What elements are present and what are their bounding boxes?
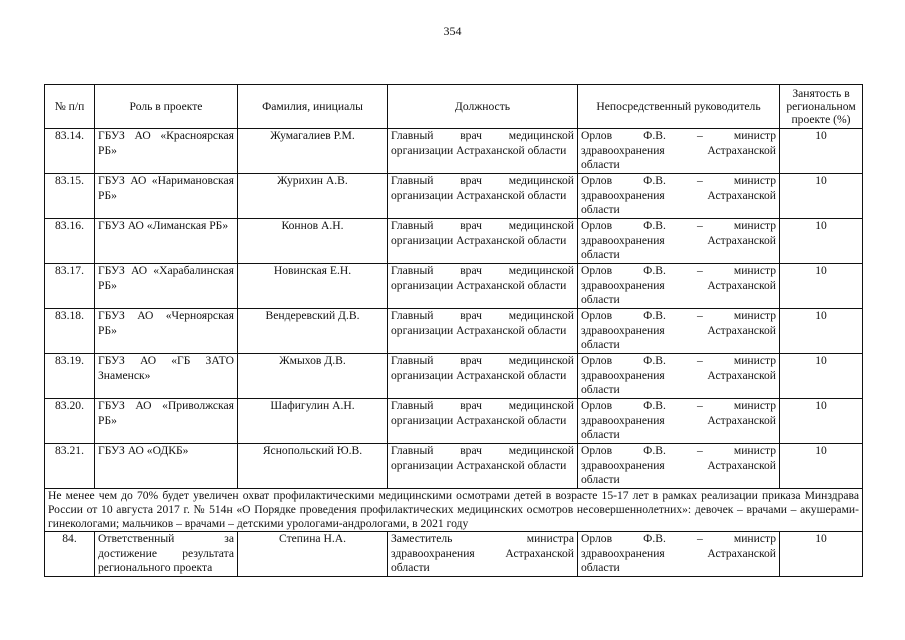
row-position: Главный врач медицинской организации Астраханской области	[388, 174, 578, 219]
header-num: № п/п	[45, 85, 95, 129]
row-employment: 10	[780, 174, 863, 219]
row-position: Главный врач медицинской организации Астраханской области	[388, 219, 578, 264]
row-name: Коннов А.Н.	[238, 219, 388, 264]
row-name: Жумагалиев Р.М.	[238, 129, 388, 174]
row-number: 83.18.	[45, 309, 95, 354]
row-name: Степина Н.А.	[238, 532, 388, 577]
table-row	[45, 444, 863, 489]
row-employment: 10	[780, 354, 863, 399]
row-position: Главный врач медицинской организации Астраханской области	[388, 399, 578, 444]
row-position: Главный врач медицинской организации Астраханской области	[388, 264, 578, 309]
row-supervisor: Орлов Ф.В. – министр здравоохранения Астраханской области	[578, 174, 780, 219]
row-role: ГБУЗ АО «Черноярская РБ»	[95, 309, 238, 354]
row-employment: 10	[780, 309, 863, 354]
row-role: ГБУЗ АО «Харабалинская РБ»	[95, 264, 238, 309]
table-row	[45, 219, 863, 264]
row-role: ГБУЗ АО «Красноярская РБ»	[95, 129, 238, 174]
row-position: Главный врач медицинской организации Астраханской области	[388, 444, 578, 489]
table-row	[45, 399, 863, 444]
row-number: 83.15.	[45, 174, 95, 219]
header-role: Роль в проекте	[95, 85, 238, 129]
row-role: Ответственный за достижение результата регионального проекта	[95, 532, 238, 577]
row-name: Яснопольский Ю.В.	[238, 444, 388, 489]
row-name: Жмыхов Д.В.	[238, 354, 388, 399]
table-row	[45, 532, 863, 577]
table-row	[45, 174, 863, 219]
result-note-row	[45, 489, 863, 532]
row-employment: 10	[780, 399, 863, 444]
row-employment: 10	[780, 219, 863, 264]
row-position: Главный врач медицинской организации Астраханской области	[388, 129, 578, 174]
row-employment: 10	[780, 532, 863, 577]
row-role: ГБУЗ АО «ГБ ЗАТО Знаменск»	[95, 354, 238, 399]
row-role: ГБУЗ АО «ОДКБ»	[95, 444, 238, 489]
row-supervisor: Орлов Ф.В. – министр здравоохранения Астраханской области	[578, 129, 780, 174]
row-role: ГБУЗ АО «Наримановская РБ»	[95, 174, 238, 219]
row-supervisor: Орлов Ф.В. – министр здравоохранения Астраханской области	[578, 354, 780, 399]
header-name: Фамилия, инициалы	[238, 85, 388, 129]
row-role: ГБУЗ АО «Лиманская РБ»	[95, 219, 238, 264]
table-row	[45, 354, 863, 399]
row-number: 83.14.	[45, 129, 95, 174]
row-supervisor: Орлов Ф.В. – министр здравоохранения Астраханской области	[578, 219, 780, 264]
header-supervisor: Непосредственный руководитель	[578, 85, 780, 129]
row-employment: 10	[780, 444, 863, 489]
row-employment: 10	[780, 129, 863, 174]
table-row	[45, 129, 863, 174]
header-employment: Занятость в региональном проекте (%)	[780, 85, 863, 129]
row-supervisor: Орлов Ф.В. – министр здравоохранения Астраханской области	[578, 399, 780, 444]
row-employment: 10	[780, 264, 863, 309]
row-name: Вендеревский Д.В.	[238, 309, 388, 354]
row-name: Журихин А.В.	[238, 174, 388, 219]
row-role: ГБУЗ АО «Приволжская РБ»	[95, 399, 238, 444]
row-supervisor: Орлов Ф.В. – министр здравоохранения Астраханской области	[578, 309, 780, 354]
row-name: Новинская Е.Н.	[238, 264, 388, 309]
row-position: Заместитель министра здравоохранения Астраханской области	[388, 532, 578, 577]
table-row	[45, 309, 863, 354]
row-number: 83.16.	[45, 219, 95, 264]
table-row	[45, 264, 863, 309]
row-number: 83.19.	[45, 354, 95, 399]
row-name: Шафигулин А.Н.	[238, 399, 388, 444]
header-position: Должность	[388, 85, 578, 129]
row-position: Главный врач медицинской организации Астраханской области	[388, 309, 578, 354]
row-supervisor: Орлов Ф.В. – министр здравоохранения Астраханской области	[578, 444, 780, 489]
row-number: 84.	[45, 532, 95, 577]
table-header-row	[45, 85, 863, 129]
result-note: Не менее чем до 70% будет увеличен охват профилактическими медицинскими осмотрами детей в возрасте 15-17 лет в рамках реализации приказа Минздрава России от 10 августа 2017 г. № 514н «О Порядке проведения профилактических медицинских осмотров несовершеннолетних»: девочек – врачами – акушерами-гинекологами; мальчиков – врачами – детскими урологами-андрологами, в 2021 году	[45, 489, 863, 532]
project-team-table	[44, 84, 863, 577]
row-number: 83.21.	[45, 444, 95, 489]
page-number: 354	[443, 24, 462, 38]
row-supervisor: Орлов Ф.В. – министр здравоохранения Астраханской области	[578, 532, 780, 577]
row-supervisor: Орлов Ф.В. – министр здравоохранения Астраханской области	[578, 264, 780, 309]
row-number: 83.17.	[45, 264, 95, 309]
row-position: Главный врач медицинской организации Астраханской области	[388, 354, 578, 399]
row-number: 83.20.	[45, 399, 95, 444]
